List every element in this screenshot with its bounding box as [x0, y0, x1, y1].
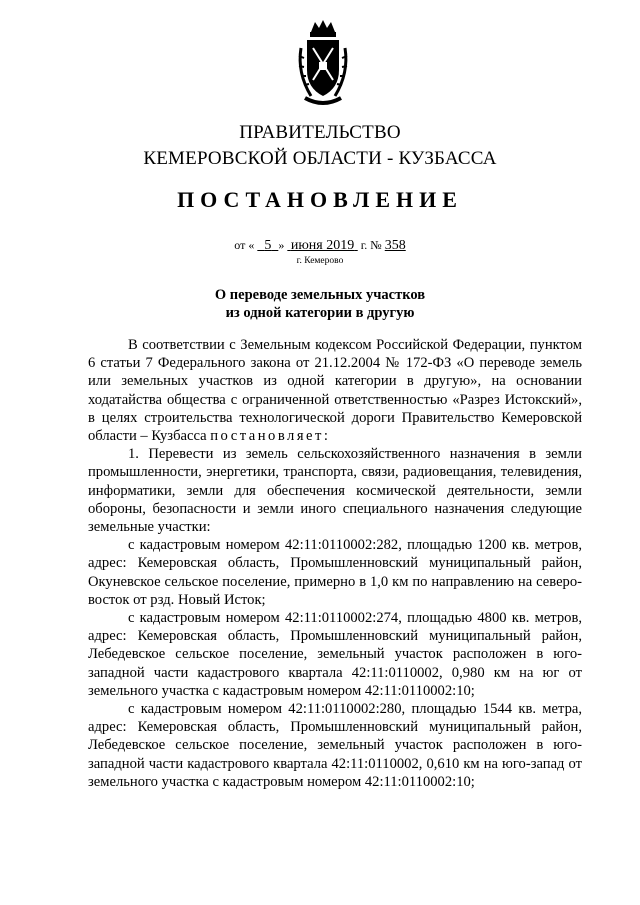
number-label: №: [370, 238, 382, 252]
org-name-line1: ПРАВИТЕЛЬСТВО: [239, 122, 401, 143]
intro-paragraph: В соответствии с Земельным кодексом Российской Федерации, пунктом 6 статьи 7 Федерального закона от 21.12.2004 № 172-ФЗ «О переводе земель или земельных участков из одной категории в другую», на основании ходатайства общества с ограниченной ответственностью «Разрез Истокский», в целях строительства технологической дороги Правительство Кемеровской области – Кузбасса постановляет:: [88, 337, 582, 445]
plot-2-paragraph: с кадастровым номером 42:11:0110002:274, площадью 4800 кв. метров, адрес: Кемеровская область, Промышленновский муниципальный район, Лебедевское сельское поселение, земельный участок расположен в юго-западной части кадастрового квартала 42:11:0110002, 0,980 км на юг от земельного участка с кадастровым номером 42:11:0110002:10;: [88, 610, 582, 699]
document-number: 358: [384, 238, 406, 253]
document-body: [88, 336, 582, 791]
plot-1-paragraph: с кадастровым номером 42:11:0110002:282, площадью 1200 кв. метров, адрес: Кемеровская область, Промышленновский муниципальный район, Окуневское сельское поселение, примерно в 1,0 км по направлению на северо-восток от рзд. Новый Исток;: [88, 537, 582, 608]
document-title-line1: О переводе земельных участков: [214, 287, 426, 303]
document-title-line2: из одной категории в другую: [225, 305, 415, 321]
coat-of-arms-icon: [295, 18, 351, 110]
date-prefix: от «: [234, 238, 255, 252]
date-day: 5: [264, 238, 272, 253]
date-year-suffix: г.: [360, 238, 368, 252]
document-city: г. Кемерово: [296, 256, 344, 266]
org-name-line2: КЕМЕРОВСКОЙ ОБЛАСТИ - КУЗБАССА: [143, 148, 497, 169]
date-quote-close: »: [278, 238, 285, 252]
resolves-word: постановляет:: [210, 428, 331, 445]
document-type: ПОСТАНОВЛЕНИЕ: [177, 187, 463, 212]
date-month-year: июня 2019: [290, 238, 355, 253]
item-1-paragraph: 1. Перевести из земель сельскохозяйственного назначения в земли промышленности, энергетики, транспорта, связи, радиовещания, телевидения, информатики, земли для обеспечения космической деятельности, земли обороны, безопасности и земли иного специального назначения следующие земельные участки:: [88, 446, 582, 536]
plot-3-paragraph: с кадастровым номером 42:11:0110002:280, площадью 1544 кв. метра, адрес: Кемеровская область, Промышленновский муниципальный район, Лебедевское сельское поселение, земельный участок расположен в юго-западной части кадастрового квартала 42:11:0110002, 0,610 км на юго-запад от земельного участка с кадастровым номером 42:11:0110002:10;: [88, 701, 582, 790]
document-date-line: [0, 238, 640, 254]
